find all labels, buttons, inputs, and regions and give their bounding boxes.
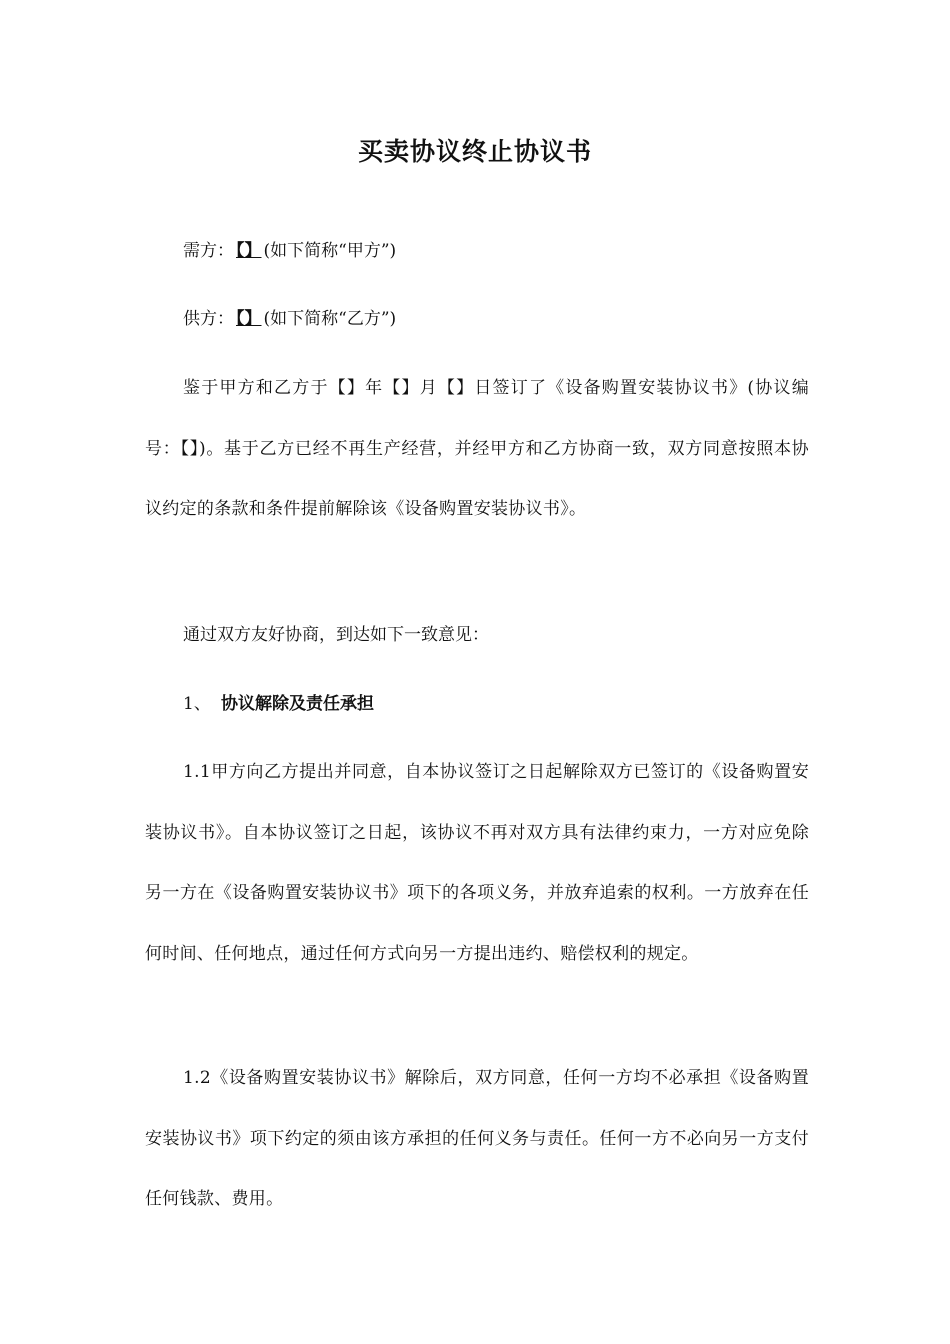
clause-1-1: 1.1甲方向乙方提出并同意，自本协议签订之日起解除双方已签订的《设备购置安装协议书》。自本协议签订之日起，该协议不再对双方具有法律约束力，一方对应免除另一方在《设备购置安装协议书》项下的各项义务，并放弃追索的权利。一方放弃在任何时间、任何地点，通过任何方式向另一方提出违约、赔偿权利的规定。 xyxy=(145,762,809,964)
recital-paragraph: 鉴于甲方和乙方于【】年【】月【】日签订了《设备购置安装协议书》(协议编号：【】)。基于乙方已经不再生产经营，并经甲方和乙方协商一致，双方同意按照本协议约定的条款和条件提前解除该《设备购置安装协议书》。 xyxy=(145,378,809,519)
party-b-line xyxy=(183,304,396,334)
party-a-blank: 【】 xyxy=(236,241,262,261)
document-title: 买卖协议终止协议书 xyxy=(357,137,592,166)
party-a-suffix: (如下简称“甲方”) xyxy=(263,241,397,261)
section-1-heading xyxy=(183,689,374,719)
section-1-title: 协议解除及责任承担 xyxy=(221,694,374,714)
party-b-blank: 【】 xyxy=(236,309,262,329)
party-b-suffix: (如下简称“乙方”) xyxy=(263,309,397,329)
party-a-label: 需方： xyxy=(183,241,234,261)
party-b-label: 供方： xyxy=(183,309,234,329)
consensus-intro: 通过双方友好协商，到达如下一致意见： xyxy=(183,625,489,645)
section-1-number: 1、 xyxy=(183,694,211,714)
party-a-line xyxy=(183,236,396,266)
clause-1-2: 1.2《设备购置安装协议书》解除后，双方同意，任何一方均不必承担《设备购置安装协议书》项下约定的须由该方承担的任何义务与责任。任何一方不必向另一方支付任何钱款、费用。 xyxy=(145,1068,809,1209)
